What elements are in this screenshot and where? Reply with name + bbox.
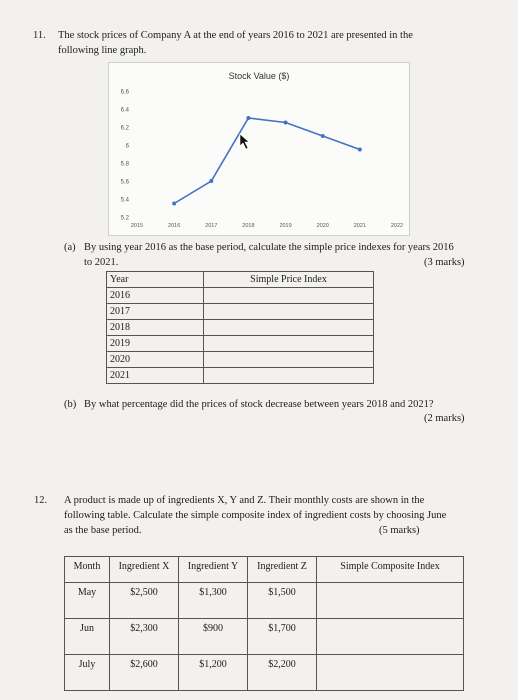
table-row: [65, 583, 464, 619]
ingredient-z-cell: $2,200: [248, 655, 317, 691]
header-month: Month: [65, 557, 110, 583]
composite-index-table: [64, 556, 464, 691]
chart-title: Stock Value ($): [228, 71, 290, 81]
ingredient-y-cell: $1,300: [179, 583, 248, 619]
stock-value-chart: [108, 62, 410, 236]
table-row: [65, 619, 464, 655]
composite-index-cell[interactable]: [317, 619, 464, 655]
y-axis-ticks: [121, 90, 130, 222]
ingredient-x-cell: $2,600: [110, 655, 179, 691]
x-tick-label: 2015: [130, 223, 144, 229]
part-b-marks: (2 marks): [424, 413, 465, 424]
month-cell: May: [65, 583, 110, 619]
data-point: [172, 202, 176, 206]
data-point: [321, 134, 325, 138]
y-tick-label: 5.6: [120, 179, 129, 186]
question-11-text-line1: The stock prices of Company A at the end of years 2016 to 2021 are presented in the: [58, 30, 413, 41]
ingredient-y-cell: $900: [179, 619, 248, 655]
y-tick-label: 5.4: [120, 197, 129, 204]
table-row: [107, 336, 374, 352]
ingredient-y-cell: $1,200: [179, 655, 248, 691]
x-tick-label: 2017: [205, 223, 218, 229]
x-tick-label: 2019: [279, 223, 292, 229]
simple-price-index-table: [106, 271, 374, 384]
header-ingredient-y: Ingredient Y: [179, 557, 248, 583]
x-tick-label: 2022: [390, 223, 404, 229]
part-a-marks: (3 marks): [424, 257, 465, 268]
header-simple-composite-index: Simple Composite Index: [317, 557, 464, 583]
table-row: [107, 288, 374, 304]
month-cell: July: [65, 655, 110, 691]
x-tick-label: 2020: [316, 223, 329, 229]
x-tick-label: 2016: [168, 223, 181, 229]
data-point: [209, 179, 213, 183]
cursor-icon: [240, 134, 249, 149]
data-point: [246, 116, 250, 120]
header-ingredient-z: Ingredient Z: [248, 557, 317, 583]
x-axis-ticks: [131, 223, 403, 229]
y-tick-label: 5.2: [120, 215, 129, 222]
part-b-text: By what percentage did the prices of stock decrease between years 2018 and 2021?: [84, 399, 434, 410]
index-cell[interactable]: [204, 336, 374, 352]
table-header-row: [107, 272, 374, 288]
table-header-row: [65, 557, 464, 583]
table-row: [107, 304, 374, 320]
y-tick-label: 6.6: [120, 89, 129, 96]
year-cell: 2019: [107, 336, 204, 352]
x-tick-label: 2018: [242, 223, 255, 229]
table-row: [65, 655, 464, 691]
ingredient-z-cell: $1,700: [248, 619, 317, 655]
series-points: [172, 116, 362, 206]
part-a-label: (a): [64, 242, 76, 253]
data-point: [358, 148, 362, 152]
table-row: [107, 368, 374, 384]
question-12-number: 12.: [34, 495, 48, 506]
ingredient-z-cell: $1,500: [248, 583, 317, 619]
year-cell: 2016: [107, 288, 204, 304]
part-b-label: (b): [64, 399, 77, 410]
ingredient-x-cell: $2,500: [110, 583, 179, 619]
index-cell[interactable]: [204, 368, 374, 384]
month-cell: Jun: [65, 619, 110, 655]
x-tick-label: 2021: [353, 223, 366, 229]
question-12-text-line3: as the base period.: [64, 525, 142, 536]
question-12-text-line2: following table. Calculate the simple composite index of ingredient costs by choosing June: [64, 510, 447, 521]
part-a-text-line1: By using year 2016 as the base period, calculate the simple price indexes for years 2016: [84, 242, 454, 253]
y-tick-label: 6.4: [120, 107, 129, 114]
question-11-number: 11.: [33, 30, 46, 41]
composite-index-cell[interactable]: [317, 655, 464, 691]
index-cell[interactable]: [204, 288, 374, 304]
ingredient-x-cell: $2,300: [110, 619, 179, 655]
composite-index-cell[interactable]: [317, 583, 464, 619]
header-ingredient-x: Ingredient X: [110, 557, 179, 583]
year-cell: 2017: [107, 304, 204, 320]
line-chart-svg: [109, 63, 409, 235]
header-simple-price-index: Simple Price Index: [204, 272, 374, 288]
year-cell: 2018: [107, 320, 204, 336]
question-11-text-line2: following line graph.: [58, 45, 147, 56]
part-a-text-line2: to 2021.: [84, 257, 119, 268]
year-cell: 2020: [107, 352, 204, 368]
index-cell[interactable]: [204, 352, 374, 368]
year-cell: 2021: [107, 368, 204, 384]
index-cell[interactable]: [204, 320, 374, 336]
series-line: [174, 118, 360, 204]
index-cell[interactable]: [204, 304, 374, 320]
header-year: Year: [107, 272, 204, 288]
y-tick-label: 6.2: [120, 125, 129, 132]
table-row: [107, 320, 374, 336]
y-tick-label: 5.8: [120, 161, 129, 168]
question-12-marks: (5 marks): [379, 525, 420, 536]
y-tick-label: 6: [125, 143, 129, 150]
table-row: [107, 352, 374, 368]
question-12-text-line1: A product is made up of ingredients X, Y and Z. Their monthly costs are shown in the: [64, 495, 425, 506]
data-point: [284, 121, 288, 125]
